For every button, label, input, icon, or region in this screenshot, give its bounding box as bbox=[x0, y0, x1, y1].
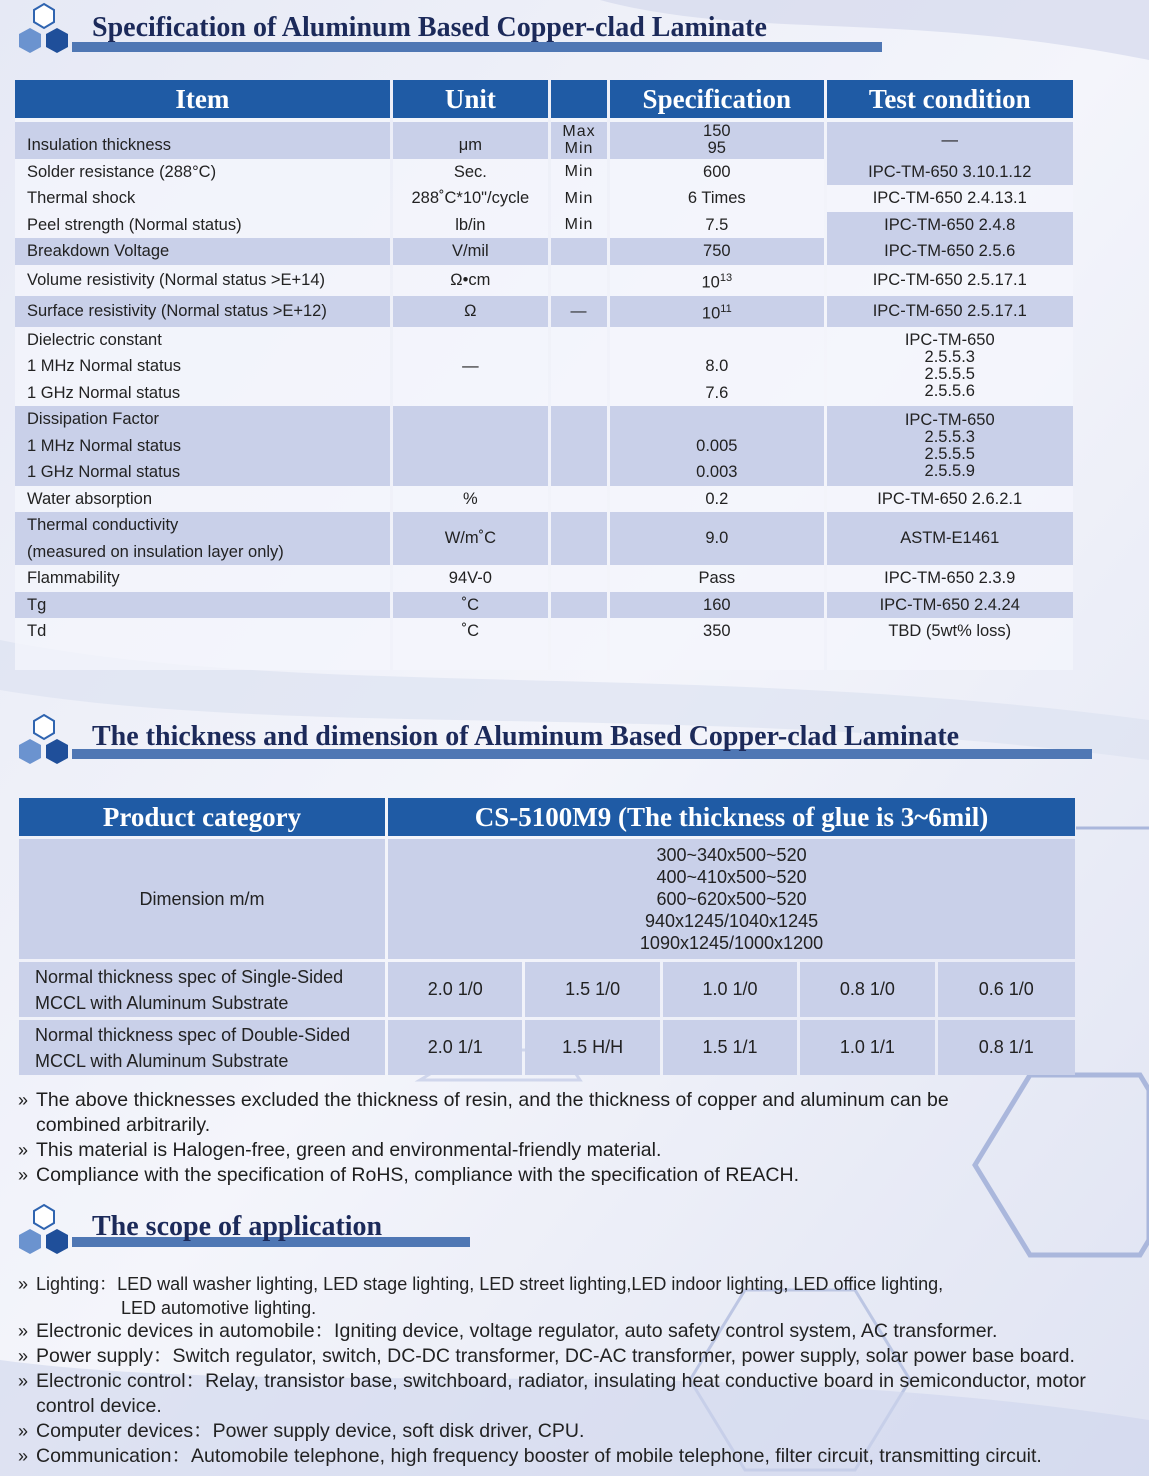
hexagon-cluster-icon bbox=[14, 2, 74, 62]
table-row bbox=[15, 406, 1073, 486]
table-row bbox=[19, 1020, 1075, 1075]
row-test: TBD (5wt% loss) bbox=[827, 618, 1074, 670]
row-max-min bbox=[551, 238, 607, 265]
row-item: Thermal conductivity (measured on insulation layer only) bbox=[15, 512, 390, 565]
row-item: Surface resistivity (Normal status >E+12) bbox=[15, 296, 390, 327]
table-cell: 2.0 1/1 bbox=[388, 1020, 522, 1075]
row-max-min bbox=[551, 406, 607, 486]
row-spec: 6 Times bbox=[610, 185, 823, 212]
row-item: Thermal shock bbox=[15, 185, 390, 212]
row-unit: Sec. bbox=[393, 159, 548, 186]
header-item: Item bbox=[15, 80, 390, 122]
row-test: IPC-TM-650 2.6.2.1 bbox=[827, 486, 1074, 513]
row-unit: ˚C bbox=[393, 592, 548, 619]
row-max-min bbox=[551, 512, 607, 565]
row-test: IPC-TM-650 2.5.5.3 2.5.5.5 2.5.5.9 bbox=[827, 406, 1074, 486]
table-header-row bbox=[15, 80, 1073, 122]
notes-list bbox=[18, 1088, 1018, 1188]
table-cell: 1.0 1/1 bbox=[800, 1020, 934, 1075]
section-heading-thickness bbox=[14, 713, 1104, 773]
table-row bbox=[15, 512, 1073, 565]
table-row bbox=[15, 486, 1073, 513]
row-spec: $10^{13}$ bbox=[610, 265, 823, 296]
table-cell: 1.5 H/H bbox=[525, 1020, 659, 1075]
row-unit: — bbox=[393, 327, 548, 407]
table-row bbox=[15, 122, 1073, 159]
header-product-code: CS-5100M9 (The thickness of glue is 3~6mil) bbox=[388, 798, 1075, 836]
row-spec: 350 bbox=[610, 618, 823, 670]
row-max-min bbox=[551, 327, 607, 407]
row-test: IPC-TM-650 2.3.9 bbox=[827, 565, 1074, 592]
application-list bbox=[18, 1272, 1143, 1469]
list-item: » Power supply：Switch regulator, switch, DC-DC transformer, DC-AC transformer, power supply, solar power base board. bbox=[18, 1344, 1143, 1369]
list-item: » Computer devices：Power supply device, soft disk driver, CPU. bbox=[18, 1419, 1143, 1444]
row-spec: 600 bbox=[610, 159, 823, 186]
row-test: IPC-TM-650 2.4.24 bbox=[827, 592, 1074, 619]
row-max-min: — bbox=[551, 296, 607, 327]
table-row bbox=[19, 962, 1075, 1017]
row-test: IPC-TM-650 3.10.1.12 bbox=[827, 159, 1074, 186]
table-row bbox=[15, 592, 1073, 619]
double-sided-label: Normal thickness spec of Double-Sided MCCL with Aluminum Substrate bbox=[19, 1020, 385, 1075]
list-item: » This material is Halogen-free, green and environmental-friendly material. bbox=[18, 1138, 1018, 1163]
list-item: » The above thicknesses excluded the thickness of resin, and the thickness of copper and aluminum can be combined arbitrarily. bbox=[18, 1088, 1018, 1138]
row-max-min bbox=[551, 565, 607, 592]
row-spec: 750 bbox=[610, 238, 823, 265]
row-test: IPC-TM-650 2.5.5.3 2.5.5.5 2.5.5.6 bbox=[827, 327, 1074, 407]
section-title: The thickness and dimension of Aluminum Based Copper-clad Laminate bbox=[92, 721, 960, 752]
table-cell: 1.5 1/1 bbox=[663, 1020, 797, 1075]
row-unit: Ω•cm bbox=[393, 265, 548, 296]
table-cell: 2.0 1/0 bbox=[388, 962, 522, 1017]
table-cell: 0.8 1/1 bbox=[938, 1020, 1075, 1075]
row-test: IPC-TM-650 2.5.17.1 bbox=[827, 296, 1074, 327]
header-unit: Unit bbox=[393, 80, 548, 122]
list-item: » Electronic devices in automobile：Igniting device, voltage regulator, auto safety control system, AC transformer. bbox=[18, 1319, 1143, 1344]
row-unit: 94V-0 bbox=[393, 565, 548, 592]
row-spec: 160 bbox=[610, 592, 823, 619]
section-title: Specification of Aluminum Based Copper-clad Laminate bbox=[92, 12, 767, 43]
row-max-min: Min bbox=[551, 185, 607, 212]
list-item-continuation: LED automotive lighting. bbox=[121, 1298, 317, 1318]
header-specification: Specification bbox=[610, 80, 823, 122]
list-item bbox=[18, 1272, 1143, 1297]
dimension-label: Dimension m/m bbox=[19, 839, 385, 959]
table-header-row bbox=[19, 798, 1075, 836]
row-test: IPC-TM-650 2.5.6 bbox=[827, 238, 1074, 265]
row-spec: 0.005 0.003 bbox=[610, 406, 823, 486]
dimension-table bbox=[16, 795, 1078, 1078]
table-row bbox=[15, 212, 1073, 239]
row-unit: ˚C bbox=[393, 618, 548, 670]
row-item: Dissipation Factor 1 MHz Normal status 1 GHz Normal status bbox=[15, 406, 390, 486]
row-unit: V/mil bbox=[393, 238, 548, 265]
application-description: LED wall washer lighting, LED stage lighting, LED street lighting,LED indoor lighting, LED office lighting, bbox=[117, 1274, 944, 1294]
row-max-min: Max Min bbox=[551, 122, 607, 159]
row-item: Solder resistance (288°C) bbox=[15, 159, 390, 186]
table-cell: 1.5 1/0 bbox=[525, 962, 659, 1017]
row-item: Tg bbox=[15, 592, 390, 619]
row-unit: % bbox=[393, 486, 548, 513]
row-item: Peel strength (Normal status) bbox=[15, 212, 390, 239]
row-item: Volume resistivity (Normal status >E+14) bbox=[15, 265, 390, 296]
table-cell: 0.8 1/0 bbox=[800, 962, 934, 1017]
row-max-min bbox=[551, 486, 607, 513]
row-max-min bbox=[551, 265, 607, 296]
row-test: ASTM-E1461 bbox=[827, 512, 1074, 565]
table-row bbox=[15, 185, 1073, 212]
row-item: Dielectric constant 1 MHz Normal status 1 GHz Normal status bbox=[15, 327, 390, 407]
row-unit bbox=[393, 406, 548, 486]
application-category-label: Lighting： bbox=[36, 1274, 118, 1294]
row-test: IPC-TM-650 2.5.17.1 bbox=[827, 265, 1074, 296]
header-blank bbox=[551, 80, 607, 122]
table-row bbox=[15, 327, 1073, 407]
list-item: » Communication：Automobile telephone, high frequency booster of mobile telephone, filter circuit, transmitting circuit. bbox=[18, 1444, 1143, 1469]
header-product-category: Product category bbox=[19, 798, 385, 836]
table-row bbox=[15, 265, 1073, 296]
row-max-min bbox=[551, 592, 607, 619]
specification-table bbox=[12, 80, 1076, 670]
row-max-min: Min bbox=[551, 159, 607, 186]
hexagon-cluster-icon bbox=[14, 713, 74, 773]
row-test: — bbox=[827, 122, 1074, 159]
row-spec: 8.0 7.6 bbox=[610, 327, 823, 407]
row-unit: W/m˚C bbox=[393, 512, 548, 565]
table-row bbox=[19, 839, 1075, 959]
row-test: IPC-TM-650 2.4.13.1 bbox=[827, 185, 1074, 212]
row-spec: 0.2 bbox=[610, 486, 823, 513]
row-spec: 150 95 bbox=[610, 122, 823, 159]
row-spec: $10^{11}$ bbox=[610, 296, 823, 327]
row-test: IPC-TM-650 2.4.8 bbox=[827, 212, 1074, 239]
row-item: Td bbox=[15, 618, 390, 670]
row-spec: 7.5 bbox=[610, 212, 823, 239]
header-test-condition: Test condition bbox=[827, 80, 1074, 122]
row-item: Insulation thickness bbox=[15, 122, 390, 159]
row-unit: lb/in bbox=[393, 212, 548, 239]
table-cell: 0.6 1/0 bbox=[938, 962, 1075, 1017]
table-cell: 1.0 1/0 bbox=[663, 962, 797, 1017]
row-max-min bbox=[551, 618, 607, 670]
row-unit: 288˚C*10"/cycle bbox=[393, 185, 548, 212]
row-unit: Ω bbox=[393, 296, 548, 327]
row-item: Flammability bbox=[15, 565, 390, 592]
section-heading-specification bbox=[14, 2, 894, 62]
row-spec: 9.0 bbox=[610, 512, 823, 565]
list-item: » Electronic control：Relay, transistor base, switchboard, radiator, insulating heat conductive board in semiconductor, motor control device. bbox=[18, 1369, 1143, 1419]
table-row bbox=[15, 565, 1073, 592]
dimension-values: 300~340x500~520 400~410x500~520 600~620x500~520 940x1245/1040x1245 1090x1245/1000x1200 bbox=[388, 839, 1075, 959]
row-max-min: Min bbox=[551, 212, 607, 239]
list-item: » Compliance with the specification of RoHS, compliance with the specification of REACH. bbox=[18, 1163, 1018, 1188]
table-row bbox=[15, 296, 1073, 327]
table-row bbox=[15, 159, 1073, 186]
table-row bbox=[15, 238, 1073, 265]
row-item: Water absorption bbox=[15, 486, 390, 513]
table-row bbox=[15, 618, 1073, 670]
row-spec: Pass bbox=[610, 565, 823, 592]
row-unit: μm bbox=[393, 122, 548, 159]
section-heading-application bbox=[14, 1203, 484, 1263]
hexagon-cluster-icon bbox=[14, 1203, 74, 1263]
row-item: Breakdown Voltage bbox=[15, 238, 390, 265]
single-sided-label: Normal thickness spec of Single-Sided MCCL with Aluminum Substrate bbox=[19, 962, 385, 1017]
section-title: The scope of application bbox=[92, 1211, 383, 1242]
